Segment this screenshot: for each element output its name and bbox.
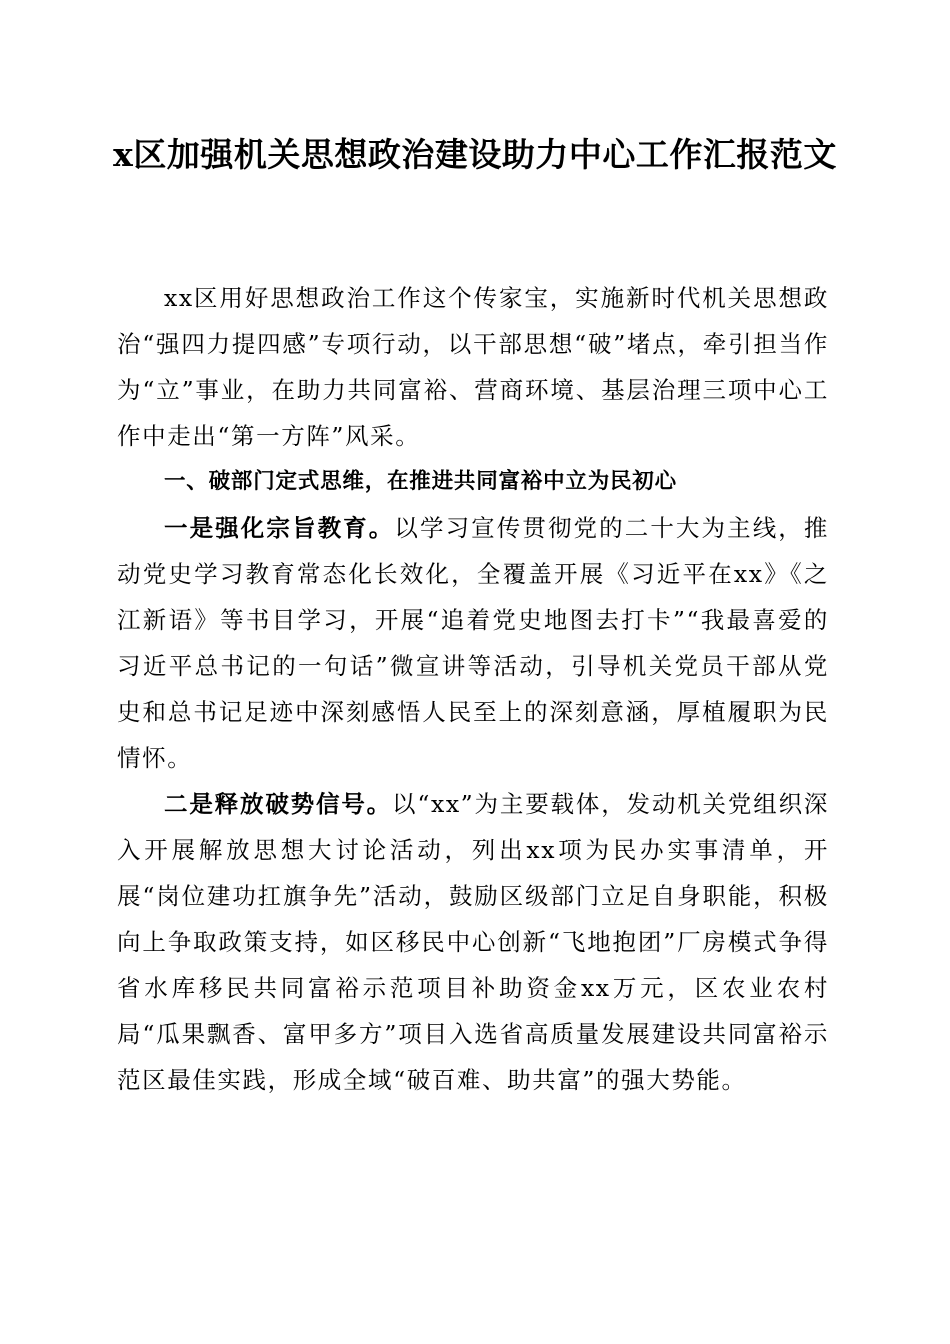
section-heading: 一、破部门定式思维，在推进共同富裕中立为民初心 (164, 469, 677, 494)
document-title: x区加强机关思想政治建设助力中心工作汇报范文 (113, 135, 837, 174)
document-body (117, 275, 829, 1103)
paragraph-lead: 二是释放破势信号。 (164, 790, 393, 818)
paragraph-text: 以学习宣传贯彻党的二十大为主线，推动党史学习教育常态化长效化，全覆盖开展《习近平在xx》《之江新语》等书目学习，开展“追着党史地图去打卡”“我最喜爱的习近平总书记的一句话”微宣讲等活动，引导机关党员干部从党史和总书记足迹中深刻感悟人民至上的深刻意涵，厚植履职为民情怀。 (117, 514, 830, 772)
intro-paragraph: xx区用好思想政治工作这个传家宝，实施新时代机关思想政治“强四力提四感”专项行动，以干部思想“破”堵点，牵引担当作为“立”事业，在助力共同富裕、营商环境、基层治理三项中心工作中走出“第一方阵”风采。 (117, 284, 829, 450)
paragraph-text: 以“xx”为主要载体，发动机关党组织深入开展解放思想大讨论活动，列出xx项为民办实事清单，开展“岗位建功扛旗争先”活动，鼓励区级部门立足自身职能，积极向上争取政策支持，如区移民中心创新“飞地抱团”厂房模式争得省水库移民共同富裕示范项目补助资金xx万元，区农业农村局“瓜果飘香、富甲多方”项目入选省高质量发展建设共同富裕示范区最佳实践，形成全域“破百难、助共富”的强大势能。 (117, 790, 829, 1094)
body-paragraph (117, 781, 829, 1103)
paragraph-lead: 一是强化宗旨教育。 (164, 514, 395, 542)
body-paragraph (117, 505, 829, 781)
